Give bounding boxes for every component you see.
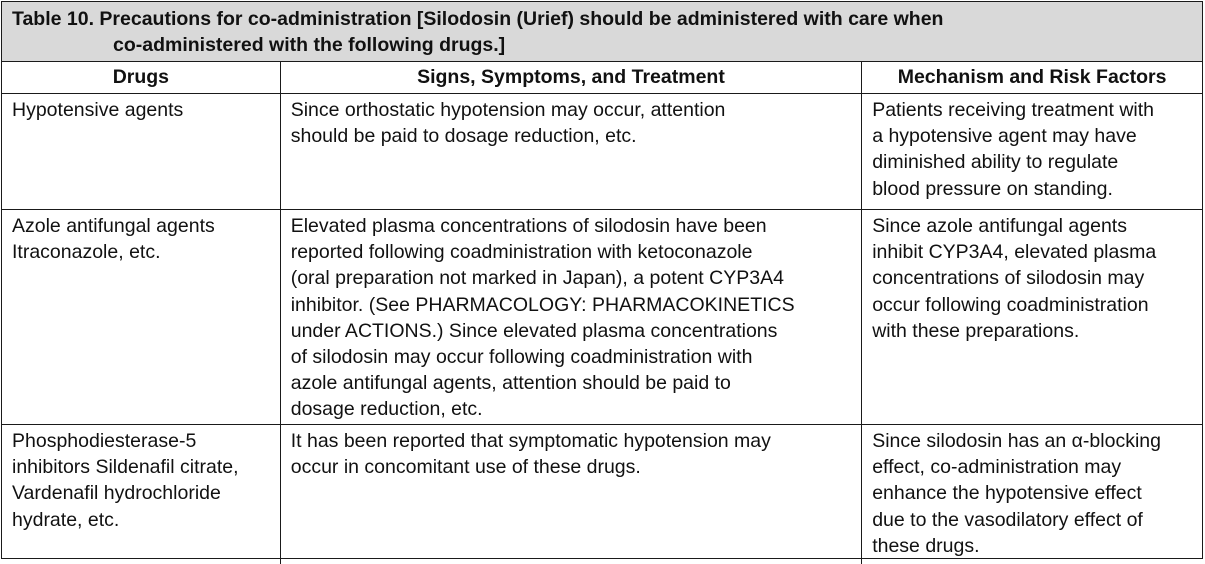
cell-mechanism	[862, 94, 1202, 210]
cell-mechanism	[862, 210, 1202, 425]
cell-line: Itraconazole, etc.	[12, 239, 272, 265]
table-body	[2, 61, 1202, 564]
cell-line: a hypotensive agent may have	[872, 123, 1200, 149]
cell-line: due to the vasodilatory effect of	[872, 507, 1200, 533]
cell-line: of silodosin may occur following coadministration with	[291, 344, 853, 370]
cell-line: under ACTIONS.) Since elevated plasma concentrations	[291, 318, 853, 344]
cell-line: should be paid to dosage reduction, etc.	[291, 123, 853, 149]
column-header-mechanism: Mechanism and Risk Factors	[862, 61, 1202, 94]
cell-line: dosage reduction, etc.	[291, 396, 853, 422]
cell-line: hydrate, etc.	[12, 507, 272, 533]
table-row	[2, 425, 1202, 564]
cell-line: Patients receiving treatment with	[872, 97, 1200, 123]
column-header-drugs: Drugs	[2, 61, 280, 94]
cell-line: reported following coadministration with ketoconazole	[291, 239, 853, 265]
precautions-table	[1, 1, 1203, 559]
caption-line-1: Table 10. Precautions for co-administration [Silodosin (Urief) should be administered with care when	[12, 6, 1192, 32]
cell-line: azole antifungal agents, attention should be paid to	[291, 370, 853, 396]
cell-line: (oral preparation not marked in Japan), a potent CYP3A4	[291, 265, 853, 291]
caption-line-2: co-administered with the following drugs.]	[12, 32, 1192, 58]
table-caption	[2, 2, 1202, 62]
cell-line: effect, co-administration may	[872, 454, 1200, 480]
cell-line: concentrations of silodosin may	[872, 265, 1200, 291]
cell-line: Phosphodiesterase-5	[12, 428, 272, 454]
cell-line: inhibit CYP3A4, elevated plasma	[872, 239, 1200, 265]
header-row	[2, 61, 1202, 94]
cell-line: occur following coadministration	[872, 292, 1200, 318]
cell-line: Vardenafil hydrochloride	[12, 480, 272, 506]
cell-line: enhance the hypotensive effect	[872, 480, 1200, 506]
table-row	[2, 94, 1202, 210]
cell-line: Elevated plasma concentrations of silodosin have been	[291, 213, 853, 239]
cell-signs	[280, 94, 861, 210]
cell-line: these drugs.	[872, 533, 1200, 559]
cell-line: Since silodosin has an α-blocking	[872, 428, 1200, 454]
cell-line: Azole antifungal agents	[12, 213, 272, 239]
cell-line: Since azole antifungal agents	[872, 213, 1200, 239]
cell-signs	[280, 425, 861, 564]
column-header-signs: Signs, Symptoms, and Treatment	[280, 61, 861, 94]
cell-line: It has been reported that symptomatic hypotension may	[291, 428, 853, 454]
cell-line: inhibitors Sildenafil citrate,	[12, 454, 272, 480]
cell-signs	[280, 210, 861, 425]
cell-line: Hypotensive agents	[12, 97, 272, 123]
cell-drugs	[2, 425, 280, 564]
cell-line: occur in concomitant use of these drugs.	[291, 454, 853, 480]
table-row	[2, 210, 1202, 425]
cell-line: with these preparations.	[872, 318, 1200, 344]
cell-mechanism	[862, 425, 1202, 564]
cell-line: Since orthostatic hypotension may occur, attention	[291, 97, 853, 123]
cell-drugs	[2, 94, 280, 210]
cell-drugs	[2, 210, 280, 425]
cell-line: inhibitor. (See PHARMACOLOGY: PHARMACOKINETICS	[291, 292, 853, 318]
cell-line: blood pressure on standing.	[872, 176, 1200, 202]
cell-line: diminished ability to regulate	[872, 149, 1200, 175]
